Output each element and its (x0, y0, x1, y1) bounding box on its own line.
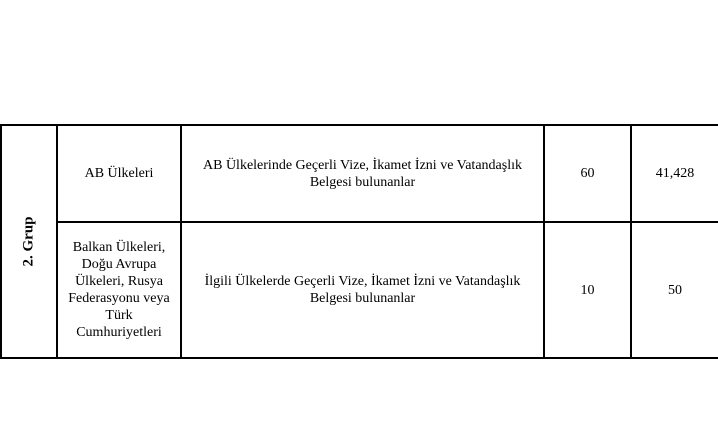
quantity-cell: 10 (544, 222, 631, 358)
region-line: Federasyonu veya (68, 291, 170, 306)
group-label: 2. Grup (20, 216, 37, 267)
table-row-balkan (1, 222, 718, 358)
description-cell: AB Ülkelerinde Geçerli Vize, İkamet İzni ve Vatandaşlık Belgesi bulunanlar (181, 125, 544, 222)
region-cell (57, 222, 181, 358)
document-table-wrapper (0, 124, 718, 357)
table-row-eu (1, 125, 718, 222)
amount-cell: 50 (631, 222, 718, 358)
region-line: Doğu Avrupa (81, 257, 157, 272)
region-line: Balkan Ülkeleri, (72, 240, 166, 255)
description-cell: İlgili Ülkelerde Geçerli Vize, İkamet İzni ve Vatandaşlık Belgesi bulunanlar (181, 222, 544, 358)
amount-cell: 41,428 (631, 125, 718, 222)
region-line: Ülkeleri, Rusya (75, 274, 163, 289)
group-table (0, 124, 718, 359)
quantity-cell: 60 (544, 125, 631, 222)
region-cell: AB Ülkeleri (57, 125, 181, 222)
region-line: Türk Cumhuriyetleri (76, 308, 162, 340)
group-cell (1, 125, 57, 358)
